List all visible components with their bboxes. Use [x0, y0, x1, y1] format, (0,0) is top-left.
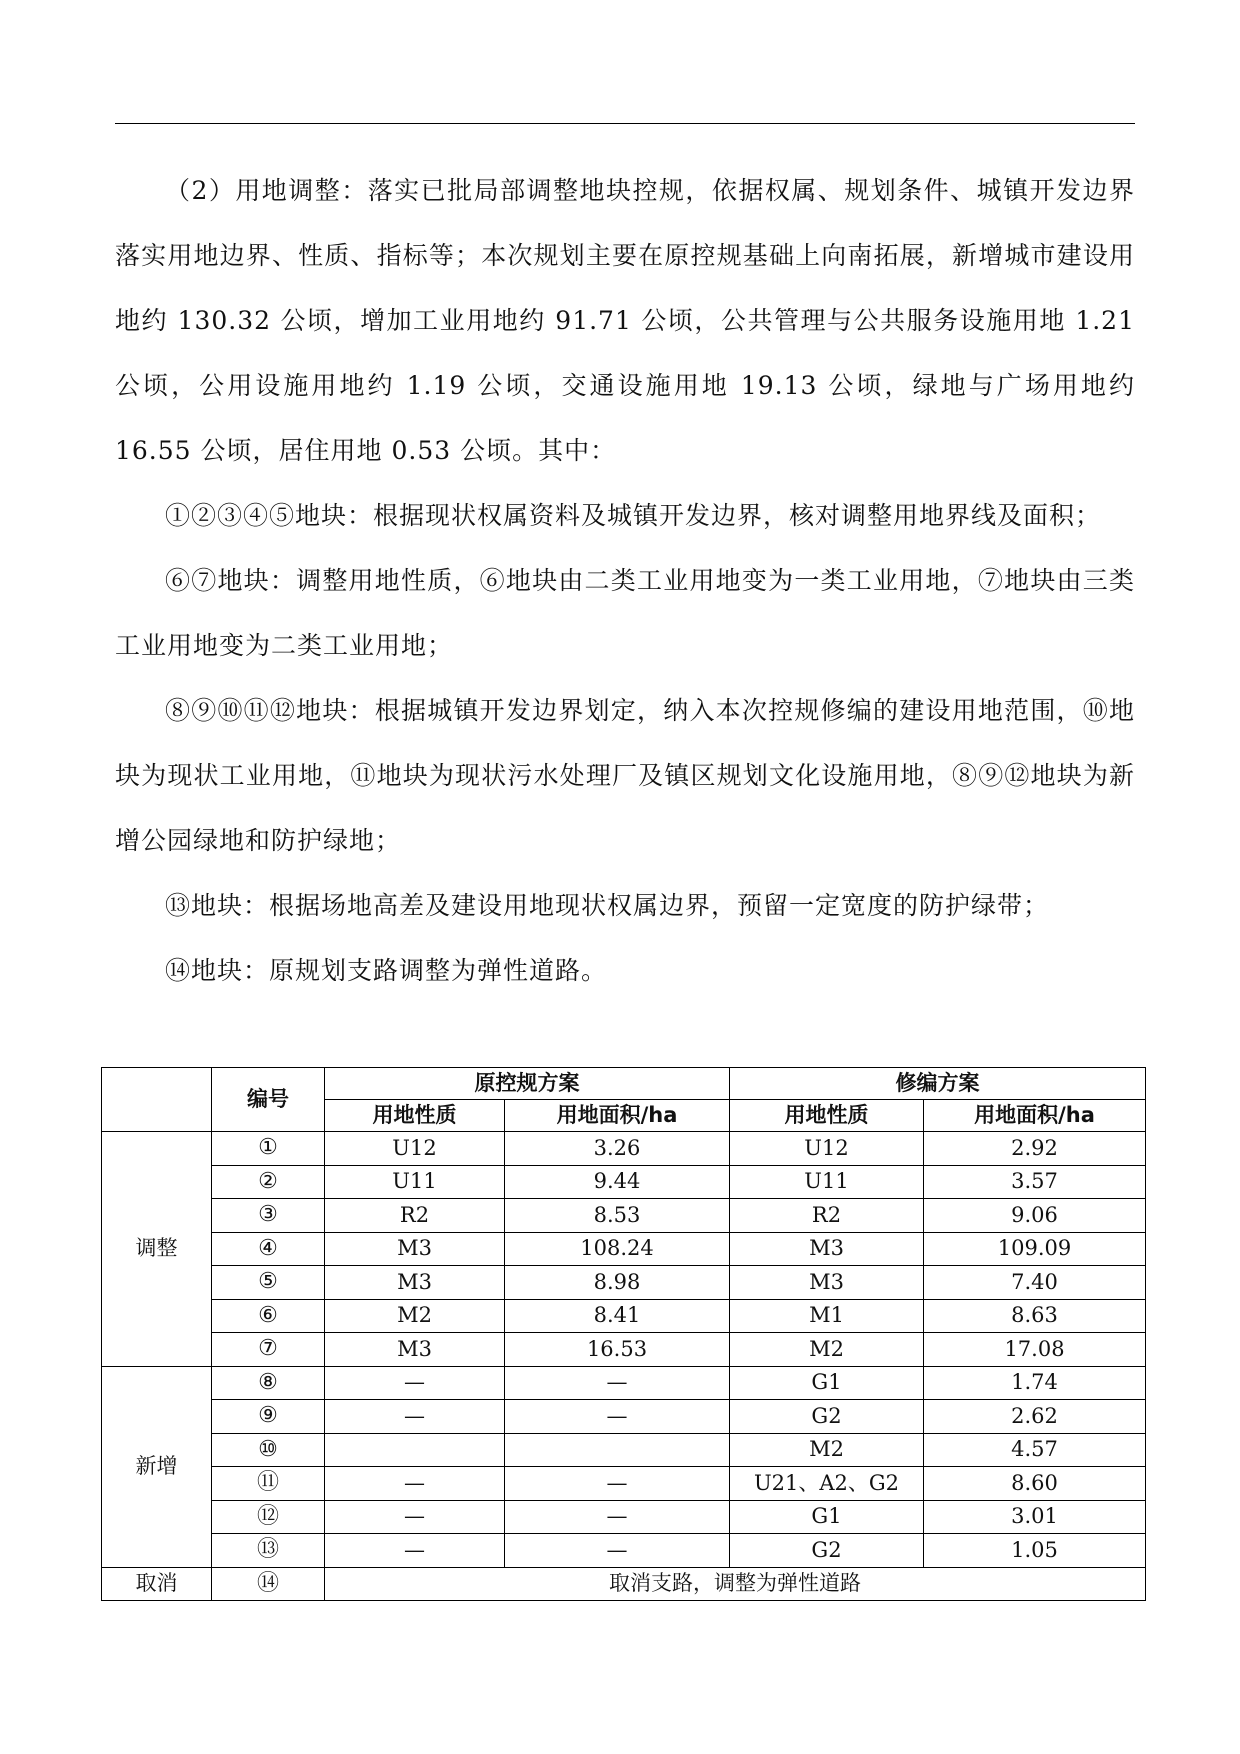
table-row	[102, 1333, 1146, 1367]
header-original-plan: 原控规方案	[325, 1068, 730, 1100]
table-row	[102, 1232, 1146, 1266]
table-row	[102, 1500, 1146, 1534]
body-text	[115, 158, 1135, 1003]
original-area-cell: 8.98	[505, 1266, 730, 1300]
paragraph-plot-13: ⑬地块：根据场地高差及建设用地现状权属边界，预留一定宽度的防护绿带；	[165, 891, 1050, 920]
plot-number-cell: ⑬	[212, 1534, 325, 1568]
revised-area-cell: 8.63	[924, 1299, 1146, 1333]
original-nature-cell: M3	[325, 1333, 505, 1367]
original-nature-cell: R2	[325, 1199, 505, 1233]
original-area-cell: 108.24	[505, 1232, 730, 1266]
original-area-cell: —	[505, 1400, 730, 1434]
table-row	[102, 1534, 1146, 1568]
header-rule	[115, 123, 1135, 124]
header-original-nature: 用地性质	[325, 1100, 505, 1132]
group-label: 取消	[102, 1567, 212, 1601]
plot-number-cell: ④	[212, 1232, 325, 1266]
revised-nature-cell: M3	[730, 1232, 924, 1266]
original-area-cell: —	[505, 1467, 730, 1501]
original-nature-cell: U12	[325, 1132, 505, 1166]
original-nature-cell: M2	[325, 1299, 505, 1333]
plot-number-cell: ⑪	[212, 1467, 325, 1501]
plot-number-cell: ③	[212, 1199, 325, 1233]
plot-number-cell: ⑩	[212, 1433, 325, 1467]
table-row	[102, 1433, 1146, 1467]
revised-area-cell: 17.08	[924, 1333, 1146, 1367]
revised-nature-cell: M2	[730, 1433, 924, 1467]
table-row	[102, 1299, 1146, 1333]
revised-area-cell: 1.74	[924, 1366, 1146, 1400]
group-label: 调整	[102, 1132, 212, 1367]
header-original-area: 用地面积/ha	[505, 1100, 730, 1132]
table-row	[102, 1266, 1146, 1300]
original-area-cell: —	[505, 1500, 730, 1534]
header-revised-plan: 修编方案	[730, 1068, 1146, 1100]
original-area-cell: 8.53	[505, 1199, 730, 1233]
original-nature-cell: —	[325, 1366, 505, 1400]
table-row	[102, 1567, 1146, 1601]
revised-nature-cell: G1	[730, 1500, 924, 1534]
original-nature-cell: —	[325, 1400, 505, 1434]
revised-nature-cell: M2	[730, 1333, 924, 1367]
table-row	[102, 1199, 1146, 1233]
revised-area-cell: 9.06	[924, 1199, 1146, 1233]
paragraph-land-adjustment: （2）用地调整：落实已批局部调整地块控规，依据权属、规划条件、城镇开发边界落实用地边界、性质、指标等；本次规划主要在原控规基础上向南拓展，新增城市建设用地约 130.32 公顷，增加工业用地约 91.71 公顷，公共管理与公共服务设施用地 1.21 公顷，公用设施用地约 1.19 公顷，交通设施用地 19.13 公顷，绿地与广场用地约 16.55 公顷，居住用地 0.53 公顷。其中：	[115, 176, 1135, 465]
table-row	[102, 1366, 1146, 1400]
revised-nature-cell: U21、A2、G2	[730, 1467, 924, 1501]
paragraph-plot-14: ⑭地块：原规划支路调整为弹性道路。	[165, 956, 608, 985]
table-row	[102, 1400, 1146, 1434]
table-row	[102, 1165, 1146, 1199]
paragraph-plots-8-12: ⑧⑨⑩⑪⑫地块：根据城镇开发边界划定，纳入本次控规修编的建设用地范围，⑩地块为现状工业用地，⑪地块为现状污水处理厂及镇区规划文化设施用地，⑧⑨⑫地块为新增公园绿地和防护绿地；	[115, 696, 1135, 855]
revised-nature-cell: G2	[730, 1534, 924, 1568]
revised-area-cell: 3.01	[924, 1500, 1146, 1534]
original-area-cell	[505, 1433, 730, 1467]
plot-number-cell: ⑤	[212, 1266, 325, 1300]
original-nature-cell: —	[325, 1500, 505, 1534]
revised-area-cell: 8.60	[924, 1467, 1146, 1501]
original-area-cell: —	[505, 1366, 730, 1400]
revised-nature-cell: U11	[730, 1165, 924, 1199]
revised-nature-cell: G2	[730, 1400, 924, 1434]
plot-number-cell: ⑭	[212, 1567, 325, 1601]
plot-number-cell: ②	[212, 1165, 325, 1199]
original-area-cell: 8.41	[505, 1299, 730, 1333]
plot-number-cell: ⑦	[212, 1333, 325, 1367]
revised-nature-cell: R2	[730, 1199, 924, 1233]
group-label: 新增	[102, 1366, 212, 1567]
original-nature-cell: —	[325, 1534, 505, 1568]
revised-nature-cell: M1	[730, 1299, 924, 1333]
original-area-cell: 3.26	[505, 1132, 730, 1166]
revised-area-cell: 1.05	[924, 1534, 1146, 1568]
original-area-cell: —	[505, 1534, 730, 1568]
original-nature-cell: M3	[325, 1266, 505, 1300]
paragraph-plots-1-5: ①②③④⑤地块：根据现状权属资料及城镇开发边界，核对调整用地界线及面积；	[165, 501, 1102, 530]
header-number: 编号	[212, 1068, 325, 1132]
original-nature-cell: —	[325, 1467, 505, 1501]
revised-area-cell: 3.57	[924, 1165, 1146, 1199]
plot-number-cell: ①	[212, 1132, 325, 1166]
original-area-cell: 16.53	[505, 1333, 730, 1367]
original-area-cell: 9.44	[505, 1165, 730, 1199]
plot-number-cell: ⑫	[212, 1500, 325, 1534]
revised-nature-cell: U12	[730, 1132, 924, 1166]
table-row	[102, 1132, 1146, 1166]
plot-number-cell: ⑧	[212, 1366, 325, 1400]
revised-area-cell: 4.57	[924, 1433, 1146, 1467]
revised-area-cell: 2.62	[924, 1400, 1146, 1434]
revised-nature-cell: G1	[730, 1366, 924, 1400]
header-revised-nature: 用地性质	[730, 1100, 924, 1132]
original-nature-cell	[325, 1433, 505, 1467]
plot-number-cell: ⑥	[212, 1299, 325, 1333]
revised-area-cell: 109.09	[924, 1232, 1146, 1266]
revised-area-cell: 7.40	[924, 1266, 1146, 1300]
revised-nature-cell: M3	[730, 1266, 924, 1300]
table-row	[102, 1467, 1146, 1501]
revised-area-cell: 2.92	[924, 1132, 1146, 1166]
plot-number-cell: ⑨	[212, 1400, 325, 1434]
header-revised-area: 用地面积/ha	[924, 1100, 1146, 1132]
original-nature-cell: U11	[325, 1165, 505, 1199]
cancel-description-cell: 取消支路，调整为弹性道路	[325, 1567, 1146, 1601]
original-nature-cell: M3	[325, 1232, 505, 1266]
header-blank	[102, 1068, 212, 1132]
land-use-table	[101, 1067, 1146, 1601]
paragraph-plots-6-7: ⑥⑦地块：调整用地性质，⑥地块由二类工业用地变为一类工业用地，⑦地块由三类工业用地变为二类工业用地；	[115, 566, 1135, 660]
table-body	[102, 1132, 1146, 1601]
